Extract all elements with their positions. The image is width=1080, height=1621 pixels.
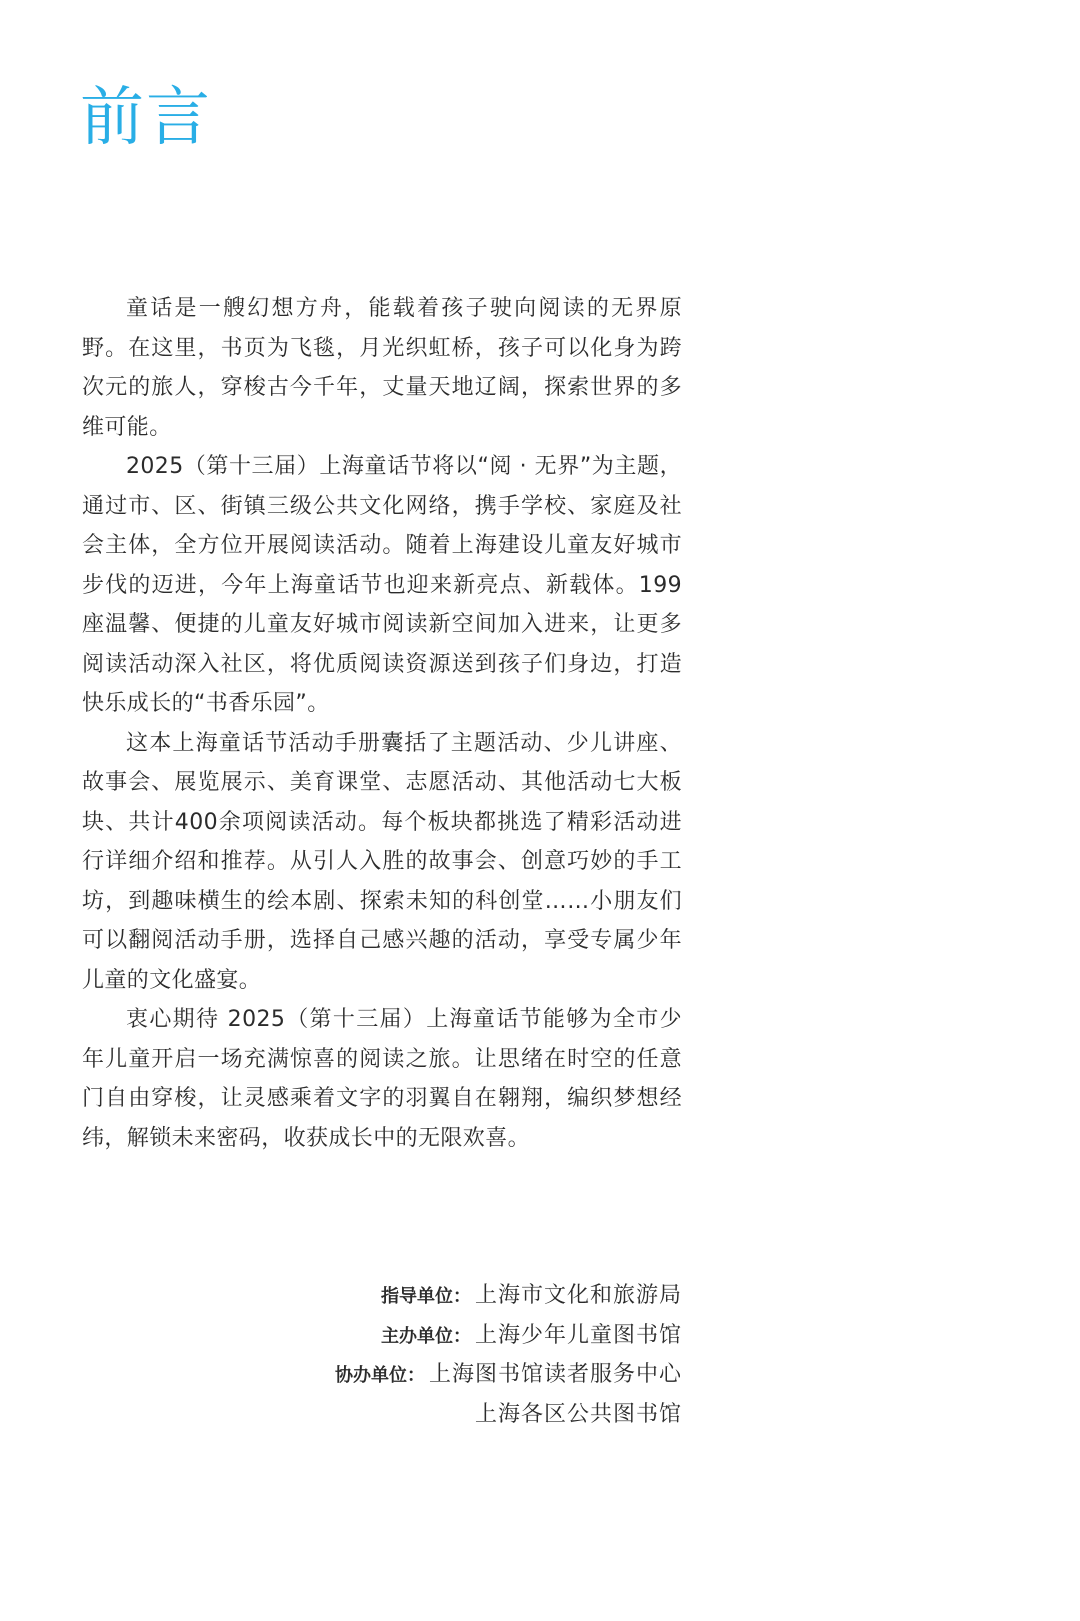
preface-paragraph-3: 这本上海童话节活动手册囊括了主题活动、少儿讲座、故事会、展览展示、美育课堂、志愿活动、其他活动七大板块、共计400余项阅读活动。每个板块都挑选了精彩活动进行详细介绍和推荐。从引人入胜的故事会、创意巧妙的手工坊，到趣味横生的绘本剧、探索未知的科创堂……小朋友们可以翻阅活动手册，选择自己感兴趣的活动，享受专属少年儿童的文化盛宴。 bbox=[82, 730, 682, 993]
preface-paragraph-1: 童话是一艘幻想方舟，能载着孩子驶向阅读的无界原野。在这里，书页为飞毯，月光织虹桥，孩子可以化身为跨次元的旅人，穿梭古今千年，丈量天地辽阔，探索世界的多维可能。 bbox=[82, 296, 682, 440]
credit-value-guide: 上海市文化和旅游局 bbox=[474, 1283, 682, 1308]
preface-paragraph-2: 2025（第十三届）上海童话节将以“阅 · 无界”为主题，通过市、区、街镇三级公共文化网络，携手学校、家庭及社会主体，全方位开展阅读活动。随着上海建设儿童友好城市步伐的迈进，今年上海童话节也迎来新亮点、新载体。199 座温馨、便捷的儿童友好城市阅读新空间加入进来，让更多阅读活动深入社区，将优质阅读资源送到孩子们身边，打造快乐成长的“书香乐园”。 bbox=[82, 454, 682, 716]
credit-row-assist-2 bbox=[182, 1397, 682, 1437]
credit-row-guide bbox=[182, 1278, 682, 1318]
credit-label-assist: 协办单位： bbox=[334, 1365, 425, 1386]
credit-label-host: 主办单位： bbox=[380, 1325, 471, 1347]
preface-paragraph-4: 衷心期待 2025（第十三届）上海童话节能够为全市少年儿童开启一场充满惊喜的阅读之旅。让思绪在时空的任意门自由穿梭，让灵感乘着文字的羽翼自在翱翔，编织梦想经纬，解锁未来密码，收获成长中的无限欢喜。 bbox=[82, 1007, 682, 1151]
credit-value-host: 上海少年儿童图书馆 bbox=[474, 1322, 682, 1348]
credit-value-assist-2: 上海各区公共图书馆 bbox=[474, 1401, 682, 1427]
preface-body bbox=[82, 289, 682, 1158]
credits-block bbox=[182, 1278, 682, 1436]
credit-row-assist bbox=[182, 1357, 682, 1397]
credit-value-assist-1: 上海图书馆读者服务中心 bbox=[428, 1362, 682, 1387]
page-title: 前言 bbox=[80, 81, 212, 155]
credit-label-guide: 指导单位： bbox=[380, 1286, 471, 1307]
credit-row-host bbox=[182, 1318, 682, 1358]
